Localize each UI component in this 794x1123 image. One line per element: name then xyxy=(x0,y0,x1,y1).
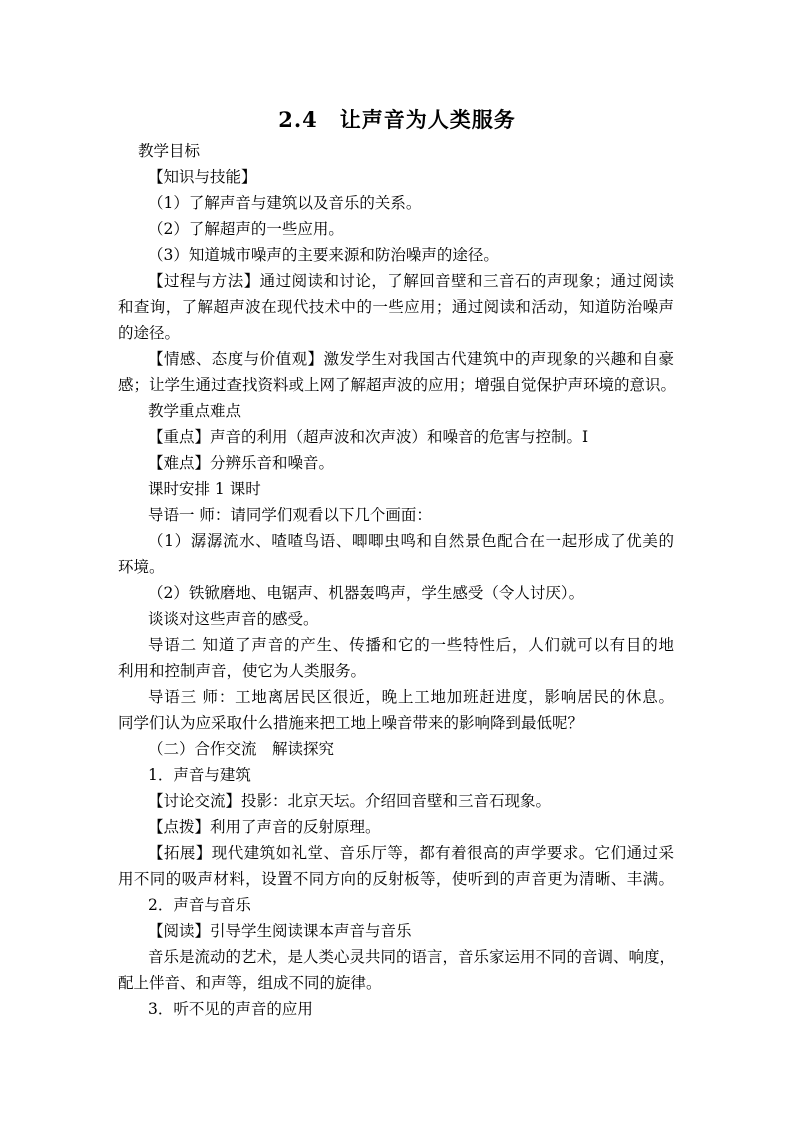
intro-one-item-1-line-1: （1）潺潺流水、喳喳鸟语、唧唧虫鸣和自然景色配合在一起形成了优美的 xyxy=(148,532,674,550)
intro-two-line-2: 利用和控制声音，使它为人类服务。 xyxy=(118,662,367,680)
paragraph-process-methods-line-1: 【过程与方法】通过阅读和讨论，了解回音壁和三音石的声现象；通过阅读 xyxy=(148,272,674,290)
schedule-line: 课时安排 1 课时 xyxy=(148,480,261,498)
music-paragraph-line-2: 配上伴音、和声等，组成不同的旋律。 xyxy=(118,974,382,992)
intro-two-line-1: 导语二 知道了声音的产生、传播和它的一些特性后，人们就可以有目的地 xyxy=(148,636,674,654)
intro-one-line: 导语一 师：请同学们观看以下几个画面： xyxy=(148,506,432,524)
section-heading-key-points: 教学重点难点 xyxy=(148,402,242,420)
extension-line-1: 【拓展】现代建筑如礼堂、音乐厅等，都有着很高的声学要求。它们通过采 xyxy=(148,844,674,862)
subheading-knowledge-skills: 【知识与技能】 xyxy=(148,168,257,186)
paragraph-attitudes-line-1: 【情感、态度与价值观】激发学生对我国古代建筑中的声现象的兴趣和自豪 xyxy=(148,350,674,368)
discussion-line: 【讨论交流】投影：北京天坛。介绍回音壁和三音石现象。 xyxy=(148,792,552,810)
objective-item-3: （3）知道城市噪声的主要来源和防治噪声的途径。 xyxy=(148,246,499,264)
objective-item-2: （2）了解超声的一些应用。 xyxy=(148,220,344,238)
paragraph-attitudes-line-2: 感；让学生通过查找资料或上网了解超声波的应用；增强自觉保护声环境的意识。 xyxy=(118,376,677,394)
extension-line-2: 用不同的吸声材料，设置不同方向的反射板等，使听到的声音更为清晰、丰满。 xyxy=(118,870,674,888)
music-paragraph-line-1: 音乐是流动的艺术，是人类心灵共同的语言，音乐家运用不同的音调、响度， xyxy=(148,948,676,966)
reading-line: 【阅读】引导学生阅读课本声音与音乐 xyxy=(148,922,412,940)
difficulty-line: 【难点】分辨乐音和噪音。 xyxy=(148,454,335,472)
intro-one-discussion: 谈谈对这些声音的感受。 xyxy=(148,610,319,628)
document-body xyxy=(118,138,677,1022)
hint-line: 【点拨】利用了声音的反射原理。 xyxy=(148,818,381,836)
section-heading-objectives: 教学目标 xyxy=(138,142,201,160)
subsection-sound-music: 2．声音与音乐 xyxy=(148,896,251,914)
objective-item-1: （1）了解声音与建筑以及音乐的关系。 xyxy=(148,194,422,212)
key-point-line: 【重点】声音的利用（超声波和次声波）和噪音的危害与控制。I xyxy=(148,428,589,446)
section-heading-cooperation: （二）合作交流 解读探究 xyxy=(148,740,335,758)
paragraph-process-methods-line-3: 的途径。 xyxy=(118,324,181,342)
intro-three-line-1: 导语三 师：工地离居民区很近，晚上工地加班赶进度，影响居民的休息。 xyxy=(148,688,674,706)
intro-one-item-1-line-2: 环境。 xyxy=(118,558,165,576)
subsection-inaudible-sound: 3．听不见的声音的应用 xyxy=(148,1000,313,1018)
page-title: 2.4 让声音为人类服务 xyxy=(278,107,516,132)
intro-three-line-2: 同学们认为应采取什么措施来把工地上噪音带来的影响降到最低呢？ xyxy=(118,714,584,732)
intro-one-item-2: （2）铁锨磨地、电锯声、机器轰鸣声，学生感受（令人讨厌）。 xyxy=(148,584,585,602)
subsection-sound-architecture: 1．声音与建筑 xyxy=(148,766,251,784)
paragraph-process-methods-line-2: 和查询，了解超声波在现代技术中的一些应用；通过阅读和活动，知道防治噪声 xyxy=(118,298,674,316)
